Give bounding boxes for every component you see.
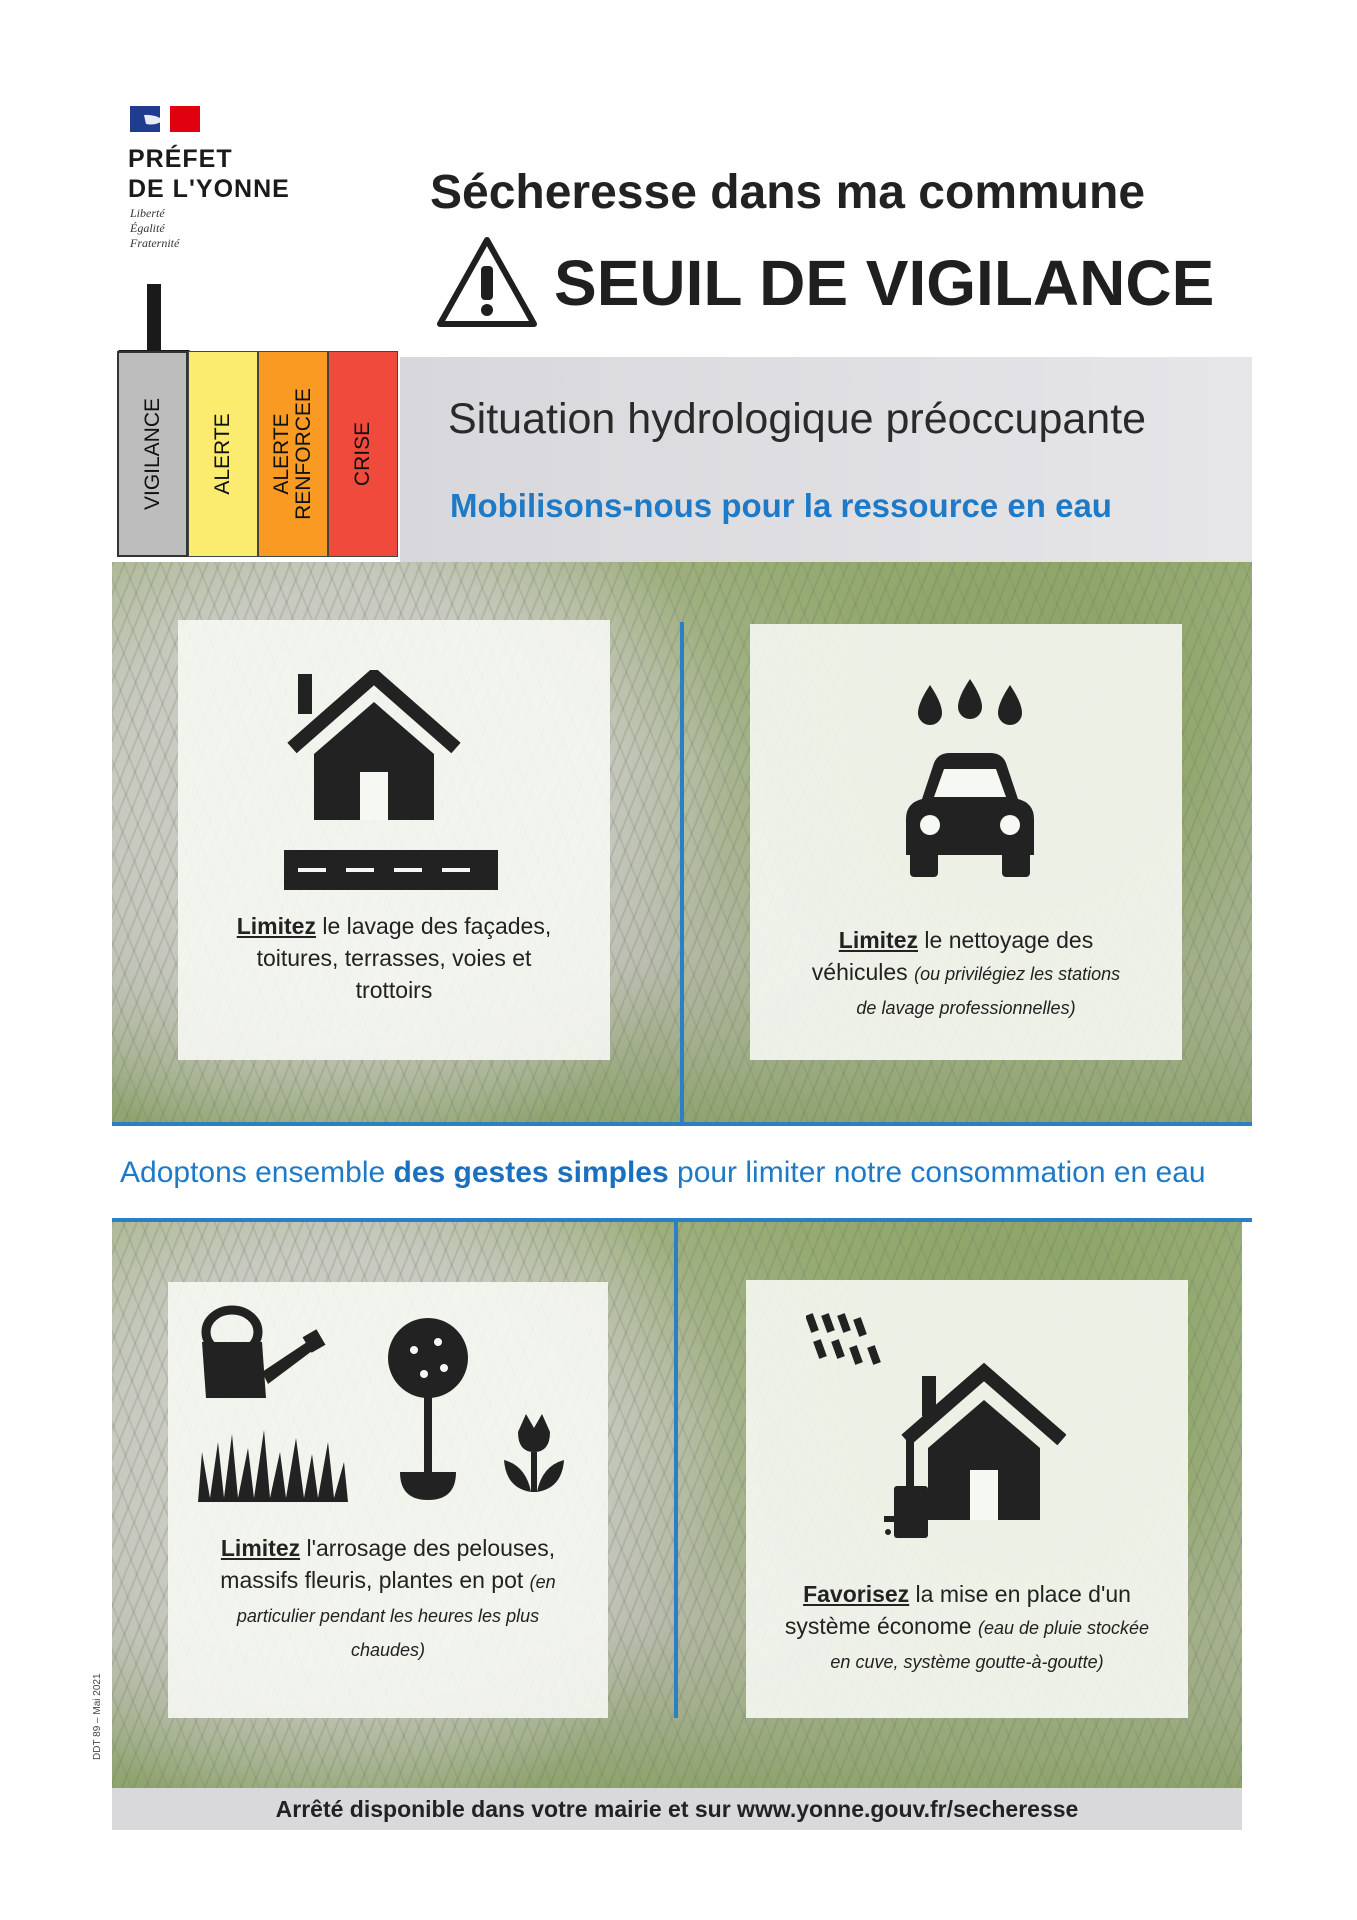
card-garden — [168, 1282, 608, 1718]
prefet-title: PRÉFET DE L'YONNE — [128, 145, 290, 203]
card-facades-text: Limitez le lavage des façades, toitures, terrasses, voies et trottoirs — [236, 913, 552, 1003]
card-vehicles-text: Limitez le nettoyage des véhicules (ou privilégiez les stations de lavage professionnelles) — [811, 927, 1121, 1018]
vertical-divider — [680, 622, 684, 1126]
level-alerte-renforcee: ALERTE RENFORCEE — [258, 351, 328, 557]
card-facades — [178, 620, 610, 1060]
adoptons-banner — [112, 1126, 1252, 1222]
level-title: SEUIL DE VIGILANCE — [554, 247, 1215, 319]
dry-soil-photo-top — [112, 562, 1252, 1126]
marianne-flag-icon — [130, 106, 200, 132]
level-vigilance: VIGILANCE — [117, 351, 188, 557]
mobilisons-text: Mobilisons-nous pour la ressource en eau — [450, 487, 1112, 524]
situation-text: Situation hydrologique préoccupante — [448, 395, 1147, 443]
drought-level-scale — [117, 351, 399, 559]
house-road-icon — [284, 670, 498, 890]
card-rainwater — [746, 1280, 1188, 1718]
card-garden-text: Limitez l'arrosage des pelouses, massifs fleuris, plantes en pot (en particulier pendant les heures les plus chaudes) — [220, 1535, 556, 1660]
republic-motto: Liberté Égalité Fraternité — [130, 206, 180, 250]
house-rain-tank-icon — [806, 1310, 1066, 1550]
footer-text: Arrêté disponible dans votre mairie et sur www.yonne.gouv.fr/secheresse — [275, 1796, 1079, 1822]
warning-triangle-icon — [434, 234, 540, 330]
card-rainwater-text: Favorisez la mise en place d'un système économe (eau de pluie stockée en cuve, système goutte-à-goutte) — [784, 1581, 1150, 1672]
level-alerte: ALERTE — [188, 351, 258, 557]
watering-can-plants-icon — [188, 1302, 588, 1502]
level-crise: CRISE — [328, 351, 398, 557]
vertical-divider-bottom — [674, 1222, 678, 1718]
card-vehicles — [750, 624, 1182, 1060]
level-heading — [434, 232, 1264, 332]
ddt-reference: DDT 89 – Mai 2021 — [92, 1673, 103, 1760]
adoptons-text: Adoptons ensemble des gestes simples pour limiter notre consommation en eau — [120, 1156, 1206, 1189]
page-title: Sécheresse dans ma commune — [430, 166, 1146, 219]
footer-bar — [112, 1788, 1242, 1830]
dry-soil-photo-bottom — [112, 1222, 1242, 1788]
situation-band — [400, 357, 1252, 562]
car-water-drops-icon — [900, 679, 1040, 879]
